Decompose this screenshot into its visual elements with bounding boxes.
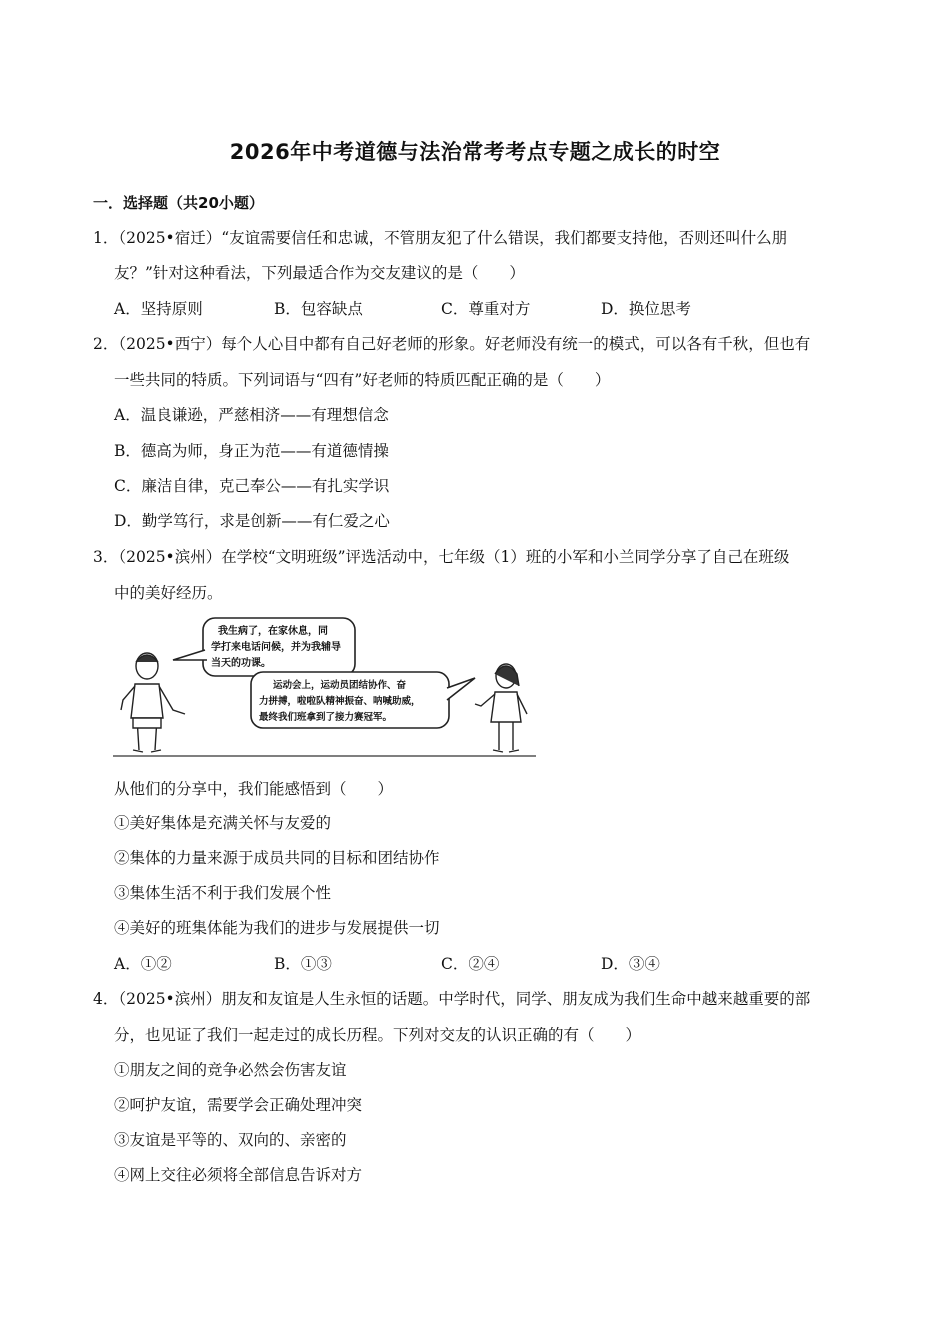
q2-option-d[interactable]: D．勤学笃行，求是创新——有仁爱之心 bbox=[114, 512, 390, 530]
q4-stem-line2: 分，也见证了我们一起走过的成长历程。下列对交友的认识正确的有（ ） bbox=[114, 1026, 642, 1044]
q4-statement-3: ③友谊是平等的、双向的、亲密的 bbox=[114, 1131, 347, 1149]
q3-option-c[interactable]: C．②④ bbox=[441, 955, 500, 973]
q2-stem-line2: 一些共同的特质。下列词语与“四有”好老师的特质匹配正确的是（ ） bbox=[114, 371, 611, 389]
page-title: 2026年中考道德与法治常考考点专题之成长的时空 bbox=[229, 140, 721, 164]
q1-option-c[interactable]: C．尊重对方 bbox=[441, 300, 531, 318]
q1-stem-line1: 1．（2025•宿迁）“友谊需要信任和忠诚，不管朋友犯了什么错误，我们都要支持他，否则还叫什么朋 bbox=[93, 229, 788, 247]
q2-option-b[interactable]: B．德高为师，身正为范——有道德情操 bbox=[114, 442, 389, 460]
section-heading: 一．选择题（共20小题） bbox=[93, 194, 264, 212]
boy-figure bbox=[121, 653, 185, 752]
bubble-right-line3: 最终我们班拿到了接力赛冠军。 bbox=[259, 712, 393, 723]
q3-stem-line1: 3．（2025•滨州）在学校“文明班级”评选活动中，七年级（1）班的小军和小兰同学分享了自己在班级 bbox=[93, 548, 790, 566]
bubble-left-line2: 学打来电话问候，并为我辅导 bbox=[211, 642, 341, 653]
q2-option-a[interactable]: A．温良谦逊，严慈相济——有理想信念 bbox=[114, 406, 389, 424]
speech-bubble-right bbox=[251, 672, 475, 728]
q3-statement-3: ③集体生活不利于我们发展个性 bbox=[114, 884, 332, 902]
bubble-left-line1: 我生病了，在家休息，同 bbox=[218, 626, 328, 637]
bubble-right-line2: 力拼搏，啦啦队精神振奋、呐喊助威， bbox=[259, 696, 421, 707]
q3-prompt: 从他们的分享中，我们能感悟到（ ） bbox=[114, 780, 394, 798]
girl-figure bbox=[475, 664, 527, 752]
q4-statement-1: ①朋友之间的竞争必然会伤害友谊 bbox=[114, 1061, 347, 1079]
q3-statement-1: ①美好集体是充满关怀与友爱的 bbox=[114, 814, 332, 832]
q3-statement-4: ④美好的班集体能为我们的进步与发展提供一切 bbox=[114, 919, 440, 937]
q3-option-d[interactable]: D．③④ bbox=[601, 955, 660, 973]
q3-illustration bbox=[113, 610, 536, 760]
q3-statement-2: ②集体的力量来源于成员共同的目标和团结协作 bbox=[114, 849, 440, 867]
bubble-left-line3: 当天的功课。 bbox=[211, 658, 271, 669]
q1-option-b[interactable]: B．包容缺点 bbox=[274, 300, 363, 318]
q1-option-d[interactable]: D．换位思考 bbox=[601, 300, 691, 318]
speech-bubble-left bbox=[173, 618, 355, 676]
q3-stem-line2: 中的美好经历。 bbox=[114, 584, 223, 602]
q4-statement-4: ④网上交往必须将全部信息告诉对方 bbox=[114, 1166, 363, 1184]
q2-option-c[interactable]: C．廉洁自律，克己奉公——有扎实学识 bbox=[114, 477, 390, 495]
q3-option-b[interactable]: B．①③ bbox=[274, 955, 332, 973]
q1-stem-line2: 友？”针对这种看法，下列最适合作为交友建议的是（ ） bbox=[114, 264, 525, 282]
q2-stem-line1: 2．（2025•西宁）每个人心目中都有自己好老师的形象。好老师没有统一的模式，可以各有千秋，但也有 bbox=[93, 335, 811, 353]
q1-option-a[interactable]: A．坚持原则 bbox=[114, 300, 203, 318]
q4-stem-line1: 4．（2025•滨州）朋友和友谊是人生永恒的话题。中学时代，同学、朋友成为我们生命中越来越重要的部 bbox=[93, 990, 811, 1008]
bubble-right-line1: 运动会上，运动员团结协作、奋 bbox=[273, 680, 407, 691]
q3-option-a[interactable]: A．①② bbox=[114, 955, 172, 973]
q4-statement-2: ②呵护友谊，需要学会正确处理冲突 bbox=[114, 1096, 363, 1114]
